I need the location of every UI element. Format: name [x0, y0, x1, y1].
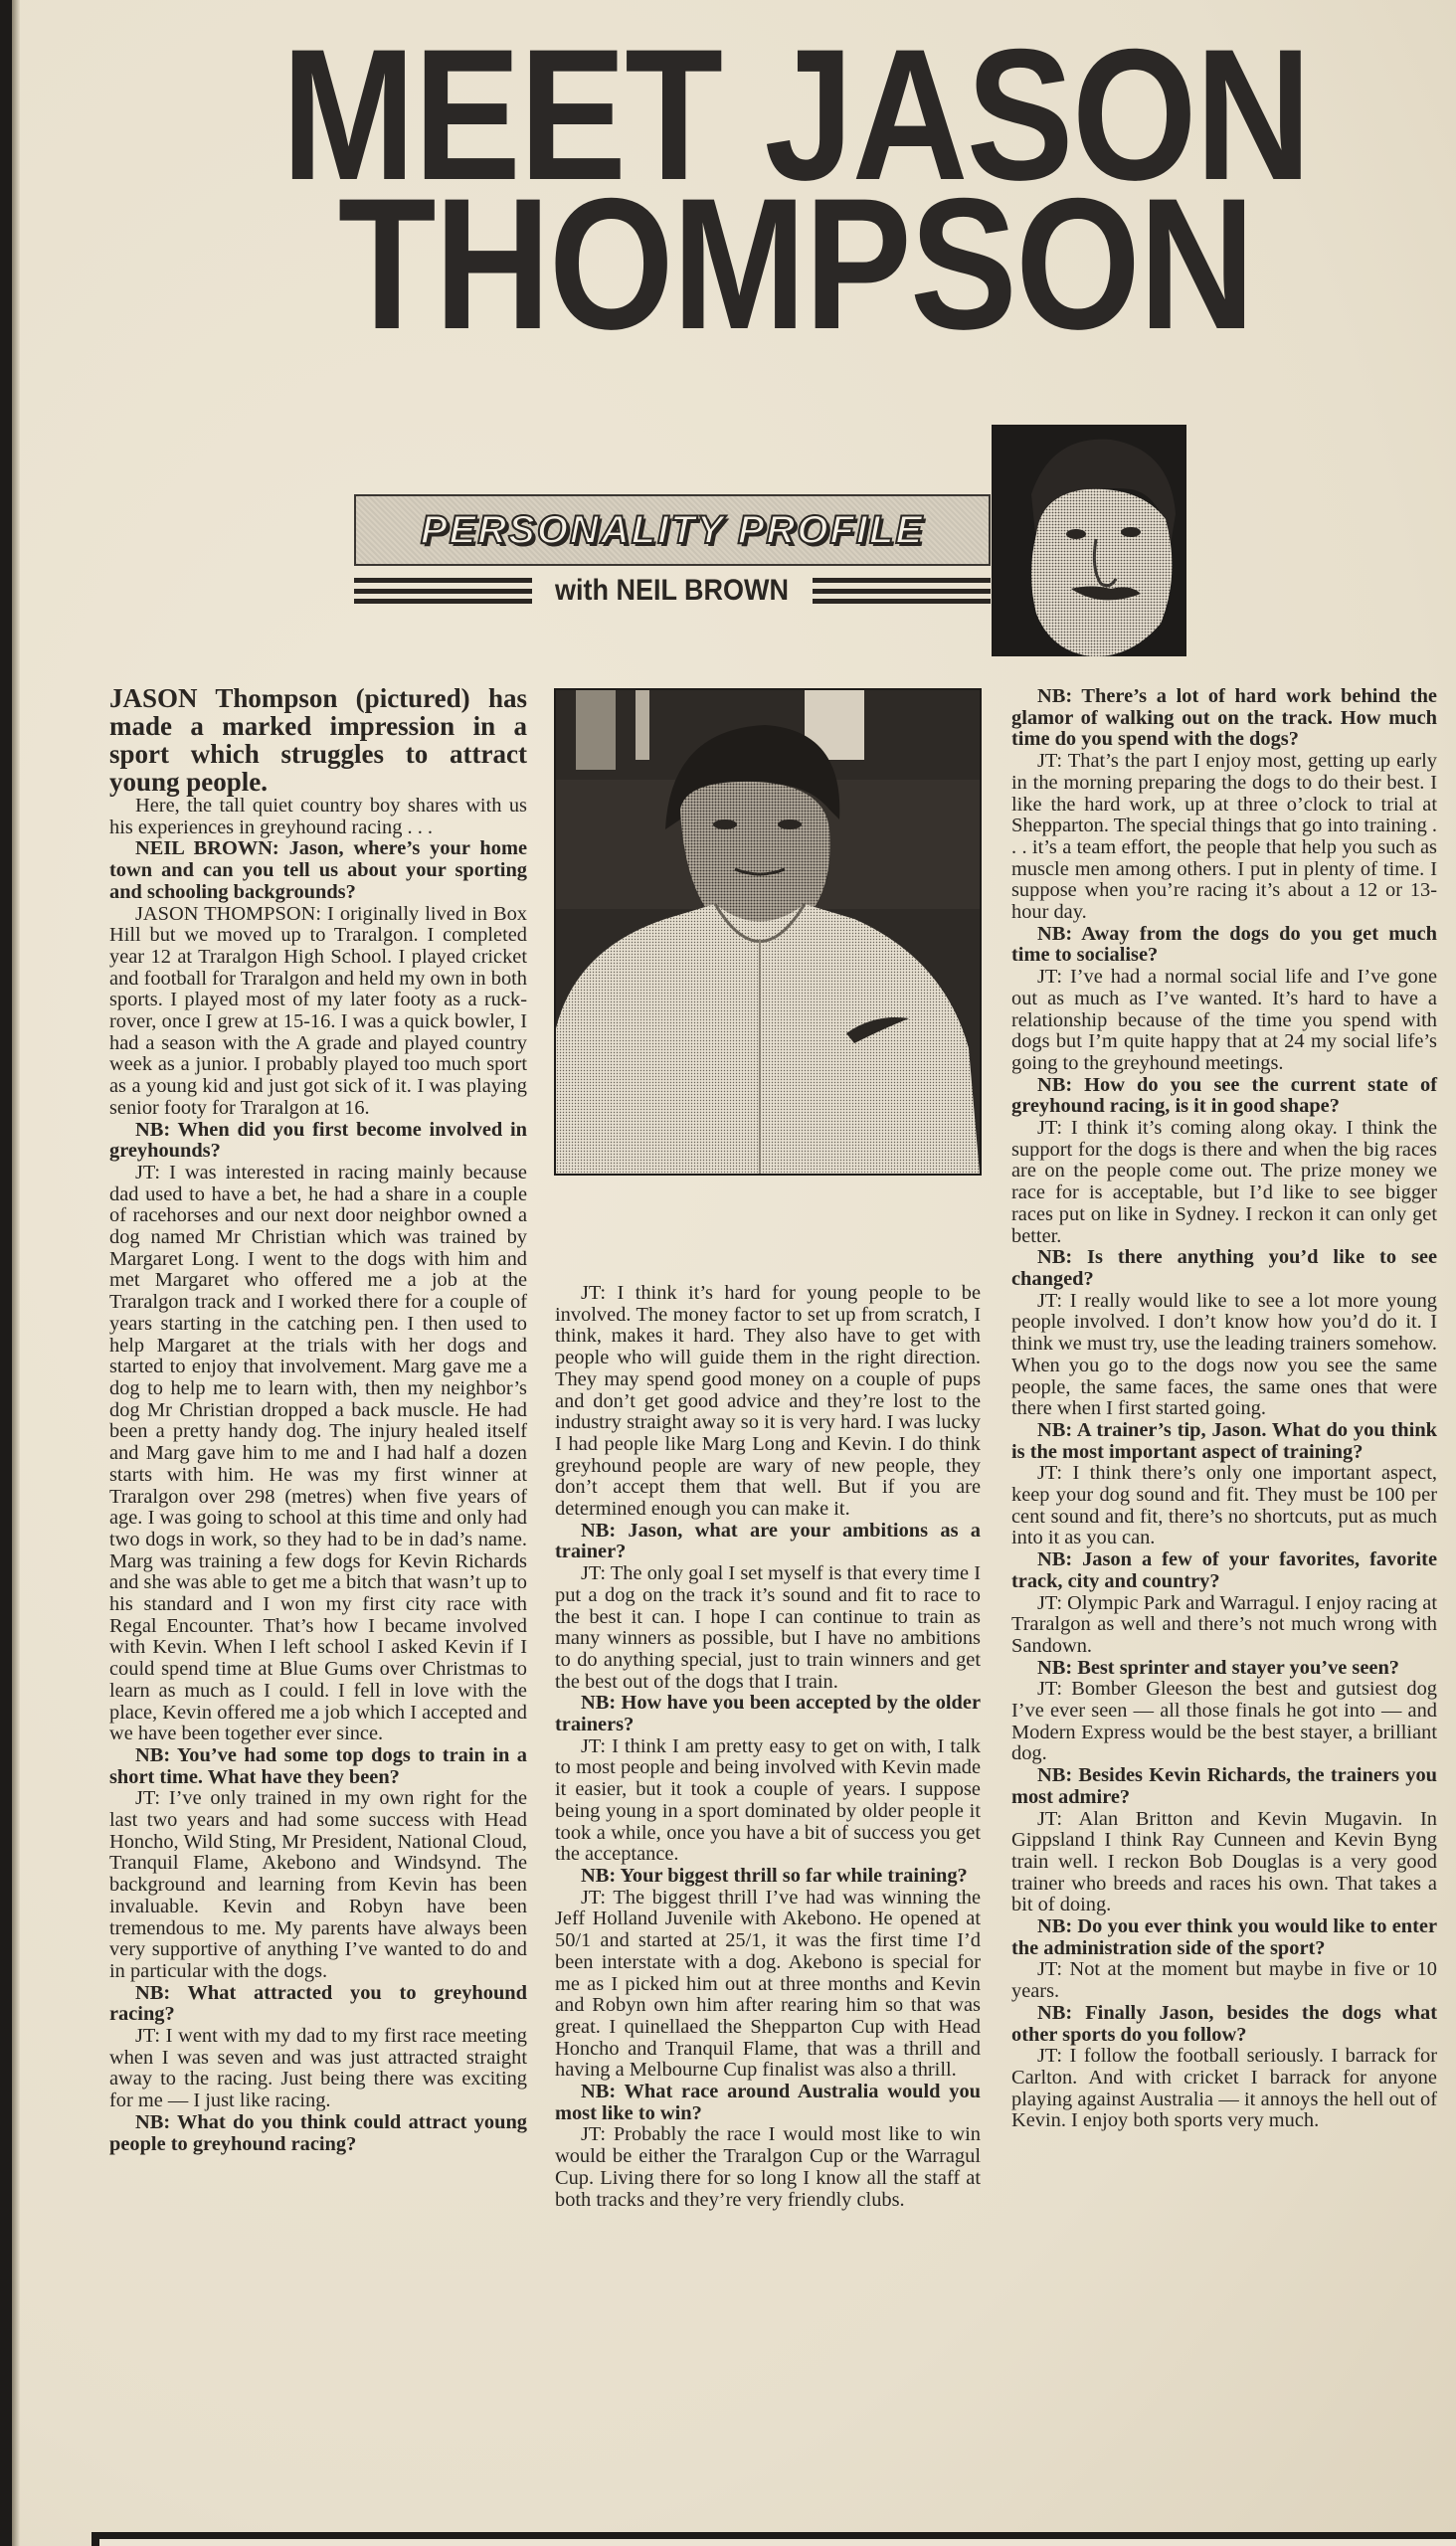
interview-question: NB: There’s a lot of hard work behind the glamor of walking out on the track. How much time do you spend with the dogs?: [1011, 685, 1437, 751]
interview-answer: JT: I’ve had a normal social life and I’ve gone out as much as I’ve wanted. It’s hard to have a relationship because of the time you spend with dogs but I’m quite happy that at 24 my social life’s going to the greyhound meetings.: [1011, 966, 1437, 1074]
interview-question: NB: When did you first become involved in greyhounds?: [109, 1118, 527, 1163]
interview-answer: JASON THOMPSON: I originally lived in Box Hill but we moved up to Traralgon. I completed year 12 at Traralgon High School. I played cricket and football for Traralgon and held my own in both sports. I played most of my later footy as a ruck-rover, once I grew at 15-16. I was a quick bowler, I had a season with the A grade and played country week as a junior. I probably played too much sport as a young kid and just got sick of it. I was playing senior footy for Traralgon at 16.: [109, 902, 527, 1119]
interview-question: NB: Your biggest thrill so far while training?: [581, 1864, 968, 1887]
interview-answer: JT: The only goal I set myself is that every time I put a dog on the track it’s sound and fit to race to the best it can. I hope I can continue to train as many winners as possible, but I have no ambitions to do anything special, just to train winners and get the best out of the dogs that I train.: [555, 1562, 981, 1693]
interview-answer: JT: I think it’s hard for young people to be involved. The money factor to set up from scratch, I think, makes it hard. They also have to get with people who will guide them in the right direction. They may spend good money on a couple of pups and don’t get good advice and they’re lost to the industry straight away so it is very hard. I was lucky I had people like Marg Long and Kevin. I do think greyhound people are wary of new people, they don’t accept them that well. But if you are determined enough you can make it.: [555, 1282, 981, 1521]
interview-question: NB: How have you been accepted by the older trainers?: [555, 1692, 981, 1736]
jason-thompson-photo: [554, 688, 982, 1176]
interview-question: NB: Is there anything you’d like to see changed?: [1011, 1246, 1437, 1290]
interview-question: NB: Do you ever think you would like to enter the administration side of the sport?: [1011, 1915, 1437, 1959]
personality-profile-banner: [354, 494, 991, 566]
personality-profile-label: PERSONALITY PROFILE: [420, 507, 925, 552]
column-1-body: [109, 838, 527, 2155]
interview-answer: JT: I think I am pretty easy to get on with, I talk to most people and being involved with Kevin made it easier, but it took a couple of years. I suppose being young in a sport dominated by older people it took a while, once you have a bit of success you get the acceptance.: [555, 1734, 981, 1866]
page-edge-shadow: [0, 0, 12, 2546]
interview-answer: JT: I really would like to see a lot more young people involved. I don’t know how you’d do it. I think we must try, use the leading trainers somehow. When you go to the dogs now you see the same people, the same faces, the same ones that were there when I first started going.: [1011, 1289, 1437, 1420]
interview-question: NB: Jason, what are your ambitions as a trainer?: [555, 1519, 981, 1563]
interview-answer: JT: I think there’s only one important aspect, keep your dog sound and fit. They must be 100 per cent sound and fit, there’s no shortcuts, put as much into it as you can.: [1011, 1462, 1437, 1549]
article-intro: Here, the tall quiet country boy shares with us his experiences in greyhound racing . . .: [109, 795, 527, 838]
interview-answer: JT: That’s the part I enjoy most, getting up early in the morning preparing the dogs to do their best. I like the hard work, up at three o’clock to trial at Shepparton. The special things that go into training . . . it’s a team effort, the people that help you such as muscle men among others. I put in plenty of time. I suppose when you’re racing it’s about a 12 or 13-hour day.: [1011, 750, 1437, 924]
interview-question: NEIL BROWN: Jason, where’s your home town and can you tell us about your sporting and schooling backgrounds?: [109, 837, 527, 903]
interview-question: NB: Best sprinter and stayer you’ve seen?: [1037, 1656, 1399, 1679]
article-column-3: [1011, 686, 1437, 2132]
interview-question: NB: What attracted you to greyhound racing?: [109, 1981, 527, 2026]
bottom-border-inner: [99, 2539, 1456, 2546]
interview-answer: JT: The biggest thrill I’ve had was winning the Jeff Holland Juvenile with Akebono. He opened at 50/1 and started at 25/1, it was the first time I’d been interstate with a dog. Akebono is special for me as I picked him out at three months and Kevin and Robyn own him after rearing him so that was great. I quinellaed the Shepparton Cup with Head Honcho and Tranquil Flame, that was a thrill and having a Melbourne Cup finalist was also a thrill.: [555, 1886, 981, 2082]
interview-question: NB: What race around Australia would you most like to win?: [555, 2081, 981, 2124]
interview-question: NB: Besides Kevin Richards, the trainers you most admire?: [1011, 1764, 1437, 1808]
interview-answer: JT: Alan Britton and Kevin Mugavin. In Gippsland I think Ray Cunneen and Kevin Byng train well. I reckon Bob Douglas is a very good trainer who breeds and races his own. That takes a bit of doing.: [1011, 1807, 1437, 1916]
author-portrait-icon: [992, 425, 1186, 656]
interview-question: NB: You’ve had some top dogs to train in a short time. What have they been?: [109, 1743, 527, 1788]
interview-answer: JT: I’ve only trained in my own right for the last two years and had some success with Head Honcho, Wild Sting, Mr President, National Cloud, Tranquil Flame, Akebono and Windsynd. The background and learning from Kevin has been invaluable. Kevin and Robyn have been tremendous to me. My parents have always been very supportive of anything I’ve wanted to do and in particular with the dogs.: [109, 1787, 527, 1982]
jason-portrait-icon: [556, 690, 980, 1174]
interview-question: NB: What do you think could attract young people to greyhound racing?: [109, 2110, 527, 2155]
byline-text: with NEIL BROWN: [555, 574, 790, 607]
interview-question: NB: Jason a few of your favorites, favorite track, city and country?: [1011, 1548, 1437, 1592]
byline: [354, 571, 991, 611]
byline-rule-left: [354, 578, 532, 604]
interview-answer: JT: I follow the football seriously. I barrack for Carlton. And with cricket I barrack for anyone playing against Australia — it annoys the hell out of Kevin. I enjoy both sports very much.: [1011, 2045, 1437, 2132]
interview-answer: JT: I think it’s coming along okay. I think the support for the dogs is there and when the big races are on the people come out. The prize money we race for is acceptable, but I’d like to see bigger races put on like in Sydney. I reckon it can only get better.: [1011, 1117, 1437, 1247]
interview-answer: JT: Olympic Park and Warragul. I enjoy racing at Traralgon as well and there’s not much wrong with Sandown.: [1011, 1591, 1437, 1657]
byline-rule-right: [813, 578, 991, 604]
interview-question: NB: How do you see the current state of greyhound racing, is it in good shape?: [1011, 1073, 1437, 1118]
headline-line-2: THOMPSON: [337, 159, 1254, 368]
interview-question: NB: Away from the dogs do you get much time to socialise?: [1011, 922, 1437, 967]
column-2-body: [555, 1283, 981, 2211]
article-column-2: [555, 1283, 981, 2211]
article-lede: JASON Thompson (pictured) has made a marked impression in a sport which struggles to attract young people.: [109, 683, 527, 797]
interview-answer: JT: I was interested in racing mainly because dad used to have a bet, he had a share in a couple of racehorses and our next door neighbor owned a dog named Mr Christian which was trained by Margaret Long. I went to the dogs with him and met Margaret who offered me a job at the Traralgon track and I worked there for a couple of years starting in the catching pen. I then used to help Margaret at the trials with her dogs and started to enjoy that involvement. Marg gave me a dog to help me to learn with, then my neighbor’s dog Mr Christian dropped a back muscle. He had been a pretty handy dog. The injury healed itself and Marg gave him to me and I had half a dozen starts with him. He was my first winner at Traralgon over 298 (metres) when five years of age. I was going to school at this time and only had two dogs in work, so they had to be in dad’s name. Marg was training a few dogs for Kevin Richards and she was able to get me a bitch that wasn’t up to his standard and I won my first city race with Regal Encounter. That’s how I became involved with Kevin. When I left school I asked Kevin if I could spend time at Blue Gums over Christmas to learn as much as I could. I fell in love with the place, Kevin offered me a job which I accepted and we have been together ever since.: [109, 1161, 527, 1745]
interview-question: NB: A trainer’s tip, Jason. What do you think is the most important aspect of training?: [1011, 1418, 1437, 1463]
interview-answer: JT: Probably the race I would most like to win would be either the Traralgon Cup or the Warragul Cup. Living there for so long I know all the staff at both tracks and they’re very friendly clubs.: [555, 2123, 981, 2211]
column-3-body: [1011, 686, 1437, 2132]
author-photo: [992, 425, 1186, 656]
interview-question: NB: Finally Jason, besides the dogs what other sports do you follow?: [1011, 2001, 1437, 2046]
interview-answer: JT: I went with my dad to my first race meeting when I was seven and was just attracted straight away to the racing. Just being there was exciting for me — I just like racing.: [109, 2025, 527, 2112]
interview-answer: JT: Bomber Gleeson the best and gutsiest dog I’ve ever seen — all those finals he got into — and Modern Express would be the best stayer, a brilliant dog.: [1011, 1678, 1437, 1765]
article-column-1: [109, 684, 527, 2155]
page-edge-gradient: [12, 0, 20, 2546]
interview-answer: JT: Not at the moment but maybe in five or 10 years.: [1011, 1958, 1437, 2003]
headline-line-1: MEET JASON: [281, 10, 1310, 219]
